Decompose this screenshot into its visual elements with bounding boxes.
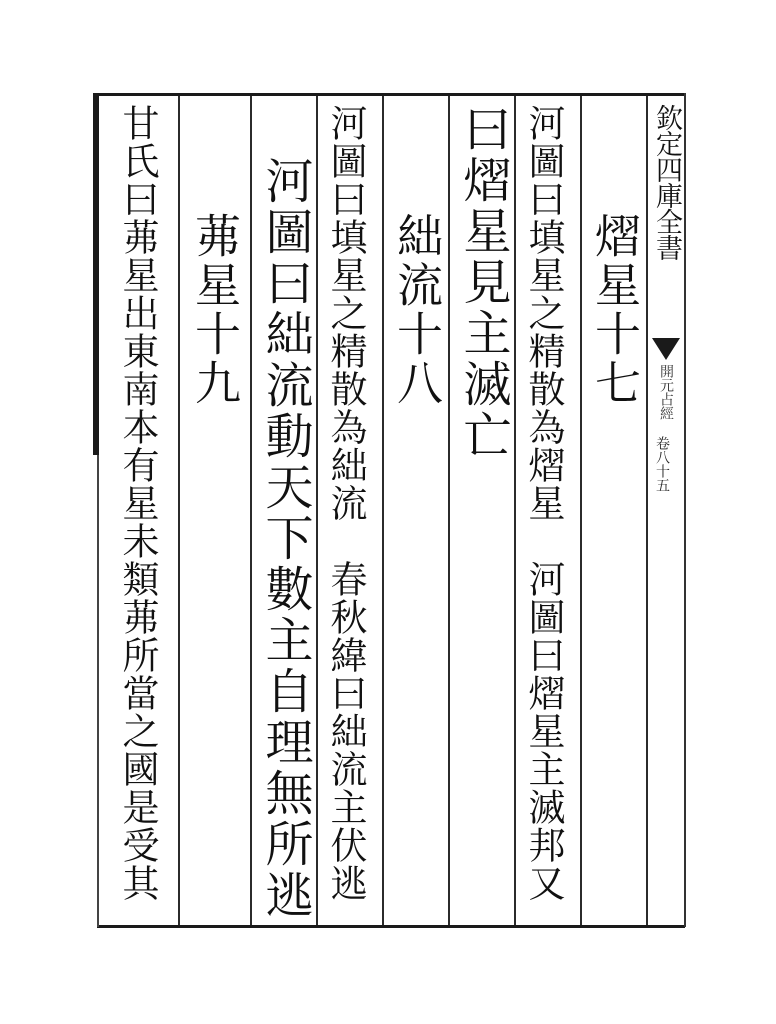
frame-left-border: [93, 93, 99, 455]
frame-bottom-border: [97, 925, 685, 928]
column-divider: [316, 96, 318, 925]
margin-column: [648, 96, 684, 925]
fishtail-mark-icon: [652, 338, 680, 360]
column-divider: [382, 96, 384, 925]
section-heading: 絀流十八: [390, 212, 444, 408]
frame-right-border: [684, 93, 686, 927]
frame-top-border: [93, 93, 685, 96]
column-divider: [448, 96, 450, 925]
section-heading: 熠星十七: [588, 212, 642, 408]
column-divider: [514, 96, 516, 925]
column-divider: [178, 96, 180, 925]
frame-left-border-lower: [97, 455, 99, 927]
column-divider: [580, 96, 582, 925]
column-divider: [250, 96, 252, 925]
volume-number: 卷八十五: [654, 436, 670, 492]
book-subtitle: 開元占經: [658, 364, 674, 420]
text-column: 河圖曰填星之精散為絀流 春秋緯曰絀流主伏逃: [324, 104, 367, 902]
section-heading: 茀星十九: [188, 212, 242, 408]
book-title: 欽定四庫全書: [651, 104, 682, 260]
text-column: 曰熠星見主滅亡: [455, 104, 511, 461]
text-column: 甘氏曰茀星出東南本有星未類茀所當之國是受其: [116, 104, 159, 902]
text-column: 河圖曰填星之精散為熠星 河圖曰熠星主滅邦又: [522, 104, 565, 902]
text-column: 河圖曰絀流動天下數主自理無所逃: [257, 156, 313, 921]
